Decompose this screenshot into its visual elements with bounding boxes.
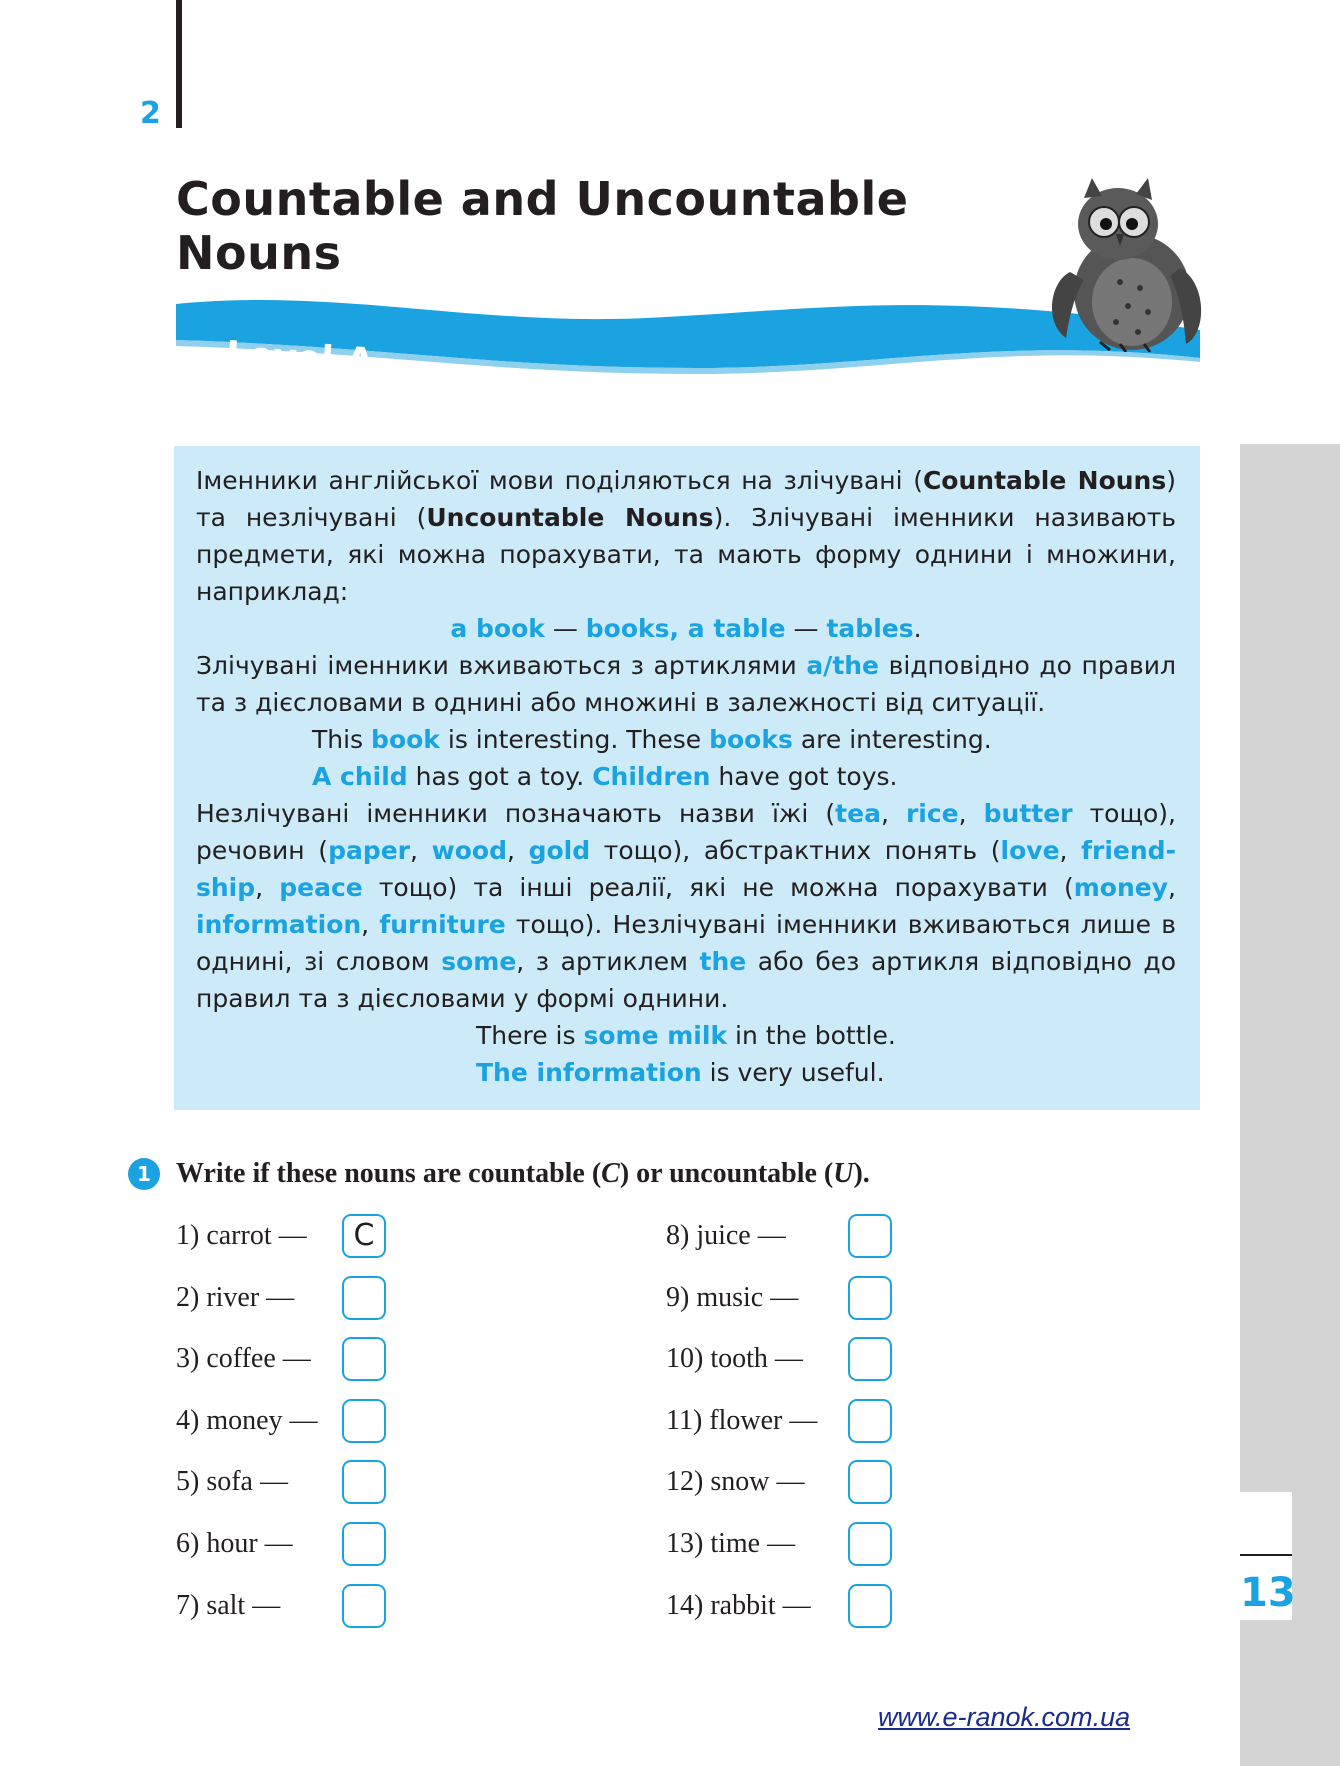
rule-example-sentence (196, 721, 1176, 758)
answer-box[interactable] (342, 1337, 386, 1381)
answer-box[interactable] (848, 1337, 892, 1381)
rule-text: , (1168, 873, 1176, 902)
term-uncountable: Uncountable Nouns (426, 503, 714, 532)
example-word: the (699, 947, 747, 976)
unit-number: 2 (140, 96, 161, 131)
top-rule (176, 0, 182, 128)
rule-paragraph-1 (196, 462, 1176, 610)
rule-text: — (544, 614, 586, 643)
rule-text: або без артикля відповідно до правил та з дієсловами у формі однини. (196, 947, 1176, 1013)
noun-label: 11) flower — (666, 1405, 818, 1436)
example-word: The information (476, 1058, 702, 1087)
rule-example-sentence (196, 1054, 1176, 1091)
level-label: Level A (224, 334, 375, 383)
noun-label: 10) tooth — (666, 1343, 803, 1374)
exercise-number-badge: 1 (128, 1158, 160, 1190)
owl-icon (1040, 172, 1210, 352)
rule-example-sentence (196, 1017, 1176, 1054)
example-word: some milk (583, 1021, 728, 1050)
rule-text: — (785, 614, 827, 643)
answer-box[interactable] (342, 1276, 386, 1320)
rule-text: This (312, 725, 372, 754)
example-word: friendship (196, 836, 1176, 902)
rule-text: There is (476, 1021, 584, 1050)
example-word: tea (835, 799, 881, 828)
noun-label: 6) hour — (176, 1528, 293, 1559)
example-word: peace (279, 873, 363, 902)
example-word: tables (826, 614, 914, 643)
rule-text: is interesting. These (439, 725, 710, 754)
answer-box[interactable] (848, 1460, 892, 1504)
example-word: books (585, 614, 670, 643)
rule-text: тощо), речовин ( (196, 799, 1176, 865)
example-word: book (371, 725, 440, 754)
rule-text: , (410, 836, 432, 865)
rule-text: Злічувані іменники вживаються з артиклями (196, 651, 807, 680)
page-number-line (1240, 1554, 1292, 1556)
rule-text: відповідно до правил та з дієсловами в однині або множині в залежності від ситуації. (196, 651, 1176, 717)
answer-box[interactable] (342, 1584, 386, 1628)
rule-text: ) та незлічувані ( (196, 466, 1177, 532)
rule-text: are interesting. (792, 725, 992, 754)
example-word: A child (312, 762, 408, 791)
example-word: Children (592, 762, 711, 791)
title-line-2: Nouns (176, 226, 342, 280)
rule-text: has got a toy. (407, 762, 593, 791)
rule-text: ). Злічувані іменники називають предмети, які можна порахувати, та мають форму однини і множини, наприклад: (196, 503, 1176, 606)
rule-text: . (913, 614, 922, 643)
rule-text: тощо), абстрактних понять ( (590, 836, 1001, 865)
noun-label: 8) juice — (666, 1220, 786, 1251)
example-word: wood (431, 836, 507, 865)
noun-label: 7) salt — (176, 1590, 281, 1621)
answer-box[interactable] (342, 1522, 386, 1566)
page-number: 13 (1240, 1570, 1296, 1616)
rule-text: is very useful. (701, 1058, 885, 1087)
rule-text: in the bottle. (727, 1021, 896, 1050)
example-word: a book (450, 614, 545, 643)
rule-text: , (1059, 836, 1082, 865)
example-word: rice (905, 799, 959, 828)
instruction-text: ). (853, 1158, 870, 1189)
example-word: paper (328, 836, 411, 865)
example-word: a table (687, 614, 786, 643)
instruction-text: ) or uncountable ( (619, 1158, 834, 1189)
rule-text: , (361, 910, 380, 939)
noun-label: 3) coffee — (176, 1343, 311, 1374)
answer-box[interactable] (342, 1460, 386, 1504)
noun-label: 5) sofa — (176, 1466, 288, 1497)
example-word: a/the (806, 651, 880, 680)
rule-text: have got toys. (710, 762, 898, 791)
example-word: butter (983, 799, 1073, 828)
rule-paragraph-2 (196, 647, 1176, 721)
answer-box[interactable]: C (342, 1214, 386, 1258)
title-line-1: Countable and Uncountable (176, 172, 909, 226)
rule-text: тощо) та інші реалії, які не можна порахувати ( (362, 873, 1074, 902)
example-word: gold (528, 836, 591, 865)
noun-label: 9) music — (666, 1282, 799, 1313)
rule-example-sentence (196, 758, 1176, 795)
noun-label: 13) time — (666, 1528, 796, 1559)
rule-text: , з артиклем (516, 947, 700, 976)
example-word: information (196, 910, 362, 939)
example-word: furniture (379, 910, 506, 939)
rule-text: , (958, 799, 984, 828)
rule-text: Іменники англійської мови поділяються на злічувані ( (196, 466, 923, 495)
noun-label: 1) carrot — (176, 1220, 307, 1251)
answer-box[interactable] (848, 1399, 892, 1443)
rule-text: Незлічувані іменники позначають назви їжі ( (196, 799, 836, 828)
example-word: love (1000, 836, 1060, 865)
noun-label: 14) rabbit — (666, 1590, 811, 1621)
rule-example-nouns (196, 610, 1176, 647)
instruction-u: U (833, 1158, 854, 1189)
example-word: some (441, 947, 517, 976)
answer-box[interactable] (848, 1584, 892, 1628)
answer-box[interactable] (342, 1399, 386, 1443)
answer-box[interactable] (848, 1276, 892, 1320)
rule-text: тощо). Незлічувані іменники вживаються лише в однині, зі словом (196, 910, 1176, 976)
rule-text: , (506, 836, 529, 865)
example-word: money (1073, 873, 1169, 902)
example-word: books (709, 725, 793, 754)
exercise-instruction (128, 1158, 870, 1190)
rule-text: , (669, 614, 688, 643)
noun-label: 2) river — (176, 1282, 295, 1313)
term-countable: Countable Nouns (922, 466, 1167, 495)
answer-box[interactable] (848, 1214, 892, 1258)
rule-paragraph-3 (196, 795, 1176, 1017)
noun-label: 4) money — (176, 1405, 318, 1436)
website-link[interactable]: www.e-ranok.com.ua (878, 1702, 1131, 1732)
page-title (176, 172, 956, 280)
instruction-c: C (601, 1158, 620, 1189)
answer-box[interactable] (848, 1522, 892, 1566)
grammar-rule-box (174, 446, 1200, 1110)
rule-text: , (255, 873, 280, 902)
rule-text: , (880, 799, 906, 828)
noun-label: 12) snow — (666, 1466, 805, 1497)
instruction-text: Write if these nouns are countable ( (176, 1158, 602, 1189)
